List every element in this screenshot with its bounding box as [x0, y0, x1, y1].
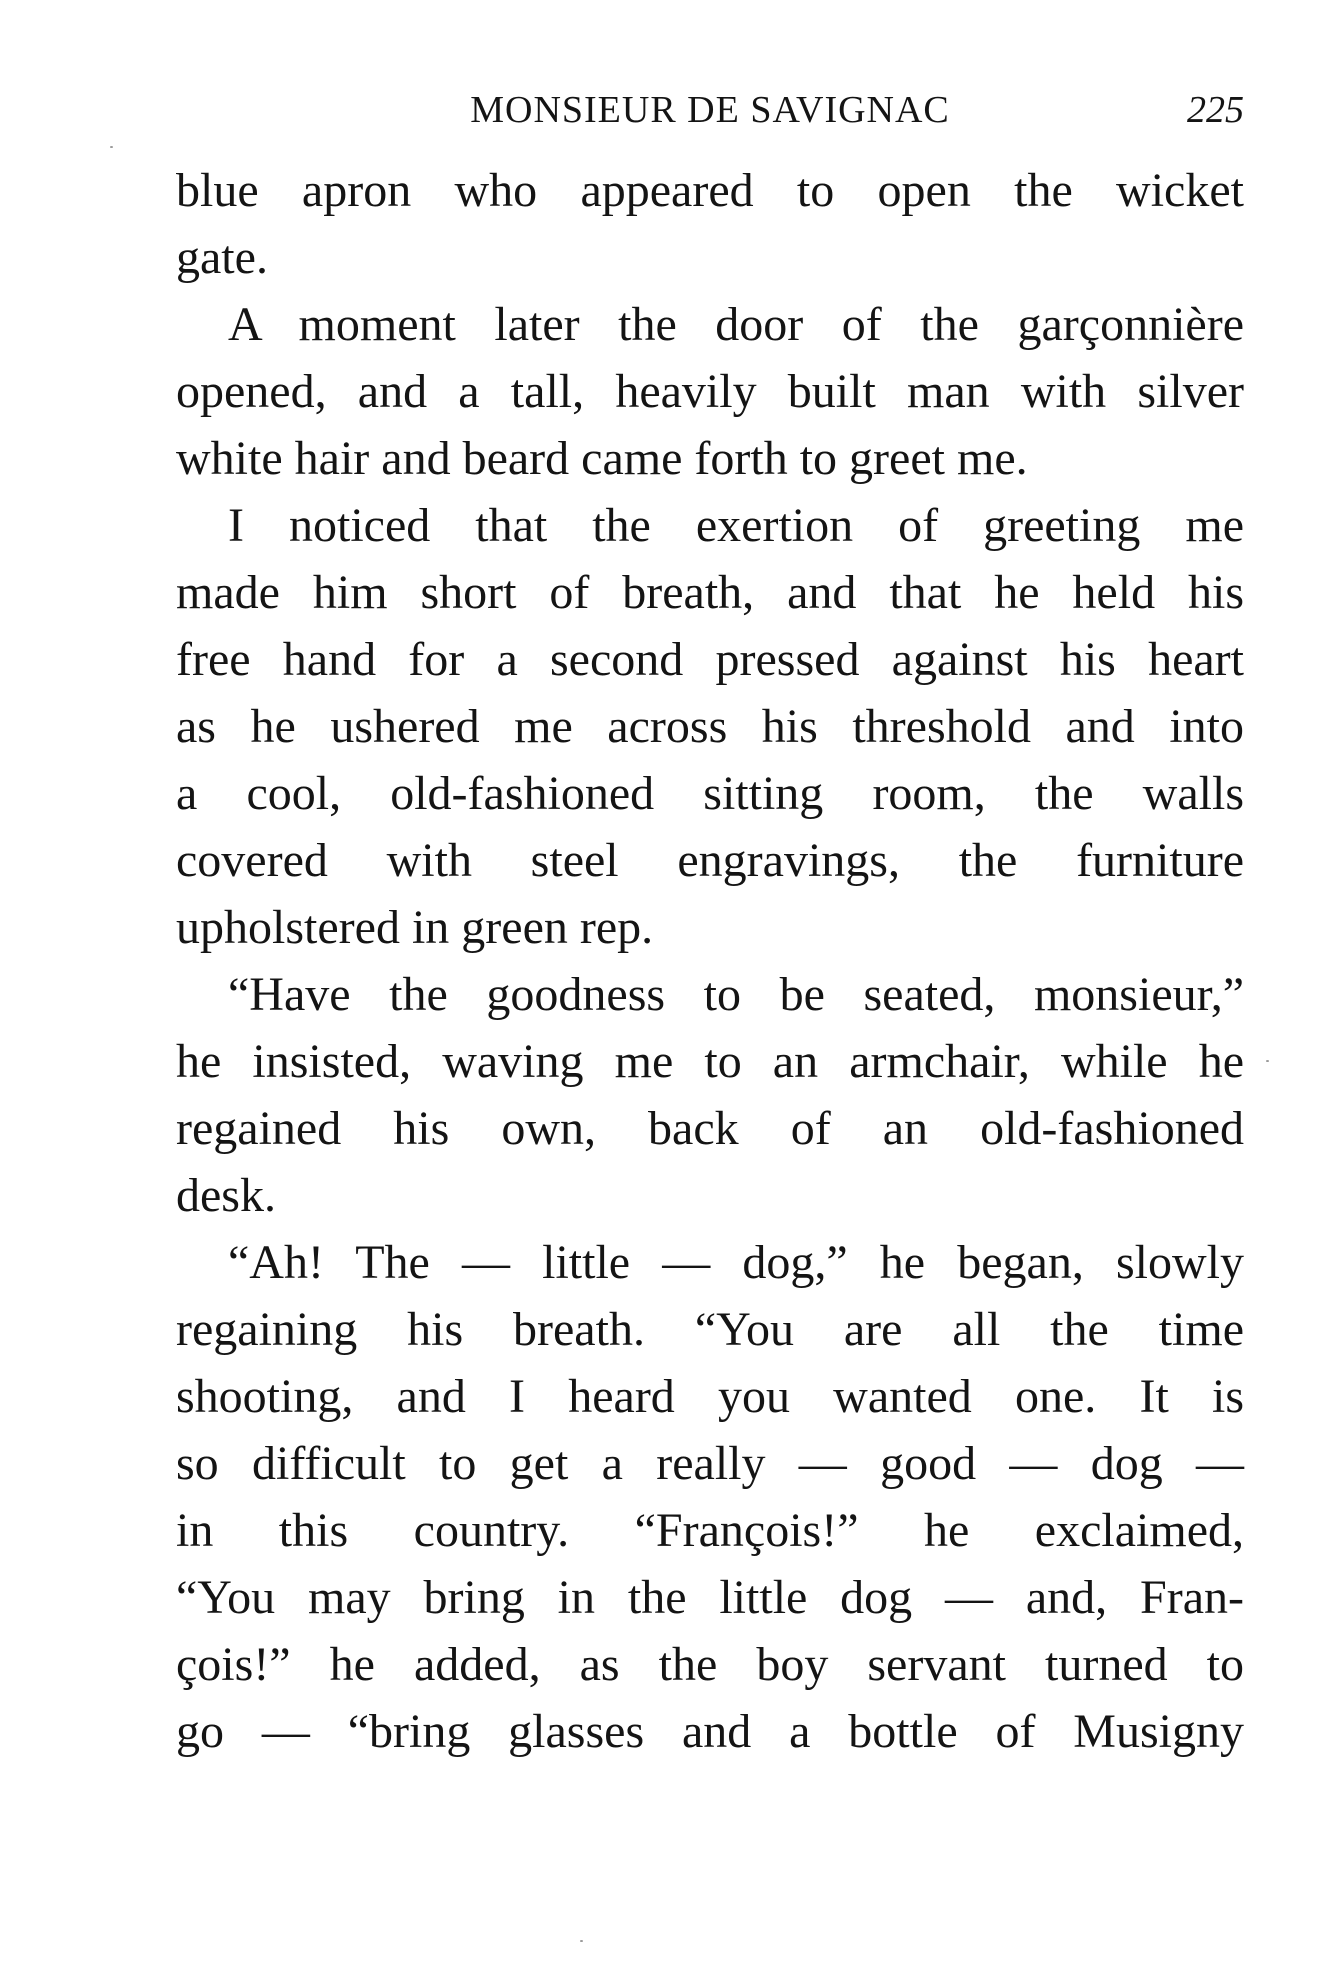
text-line: covered with steel engravings, the furniture — [176, 834, 1244, 887]
print-speck — [580, 1940, 583, 1942]
text-line: go — “bring glasses and a bottle of Musigny — [176, 1705, 1244, 1758]
text-line: regained his own, back of an old-fashioned — [176, 1102, 1244, 1155]
text-line: free hand for a second pressed against his heart — [176, 633, 1244, 686]
text-line: “Have the goodness to be seated, monsieur,” — [228, 968, 1244, 1021]
page-header — [176, 86, 1244, 134]
text-line: desk. — [176, 1169, 276, 1222]
text-line: çois!” he added, as the boy servant turned to — [176, 1638, 1244, 1691]
text-line: a cool, old-fashioned sitting room, the walls — [176, 767, 1244, 820]
text-line: regaining his breath. “You are all the time — [176, 1303, 1244, 1356]
text-line: as he ushered me across his threshold and into — [176, 700, 1244, 753]
text-line: gate. — [176, 231, 268, 284]
text-line: I noticed that the exertion of greeting me — [228, 499, 1244, 552]
running-title: MONSIEUR DE SAVIGNAC — [470, 89, 950, 131]
text-line: made him short of breath, and that he held his — [176, 566, 1244, 619]
text-line: A moment later the door of the garçonnière — [228, 298, 1244, 351]
page-number: 225 — [1187, 89, 1244, 131]
text-line: in this country. “François!” he exclaimed, — [176, 1504, 1244, 1557]
text-line: he insisted, waving me to an armchair, while he — [176, 1035, 1244, 1088]
text-line: opened, and a tall, heavily built man with silver — [176, 365, 1244, 418]
text-line: “You may bring in the little dog — and, Fran- — [176, 1571, 1244, 1624]
text-line: upholstered in green rep. — [176, 901, 654, 954]
print-speck — [110, 146, 113, 148]
text-line: blue apron who appeared to open the wicket — [176, 164, 1244, 217]
text-line: white hair and beard came forth to greet me. — [176, 432, 1028, 485]
body-text — [176, 157, 1244, 1765]
text-line: so difficult to get a really — good — dog — — [176, 1437, 1244, 1490]
text-line: shooting, and I heard you wanted one. It is — [176, 1370, 1244, 1423]
text-line: “Ah! The — little — dog,” he began, slowly — [228, 1236, 1244, 1289]
print-speck — [1266, 1060, 1269, 1062]
